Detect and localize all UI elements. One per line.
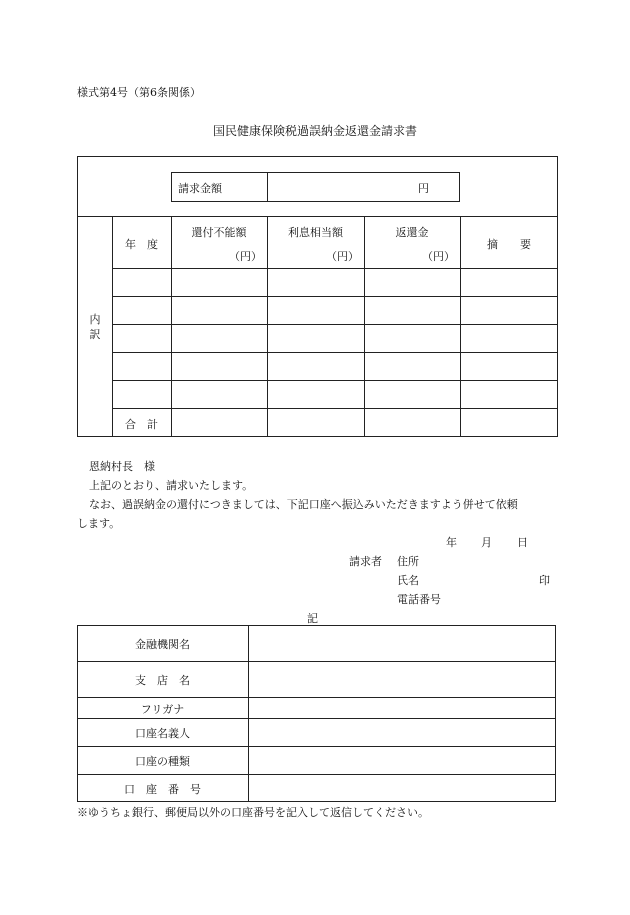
header-refund-impossible: 還付不能額 (191, 226, 247, 239)
header-unit: （円） (229, 250, 262, 263)
breakdown-label-1: 内 (89, 313, 101, 326)
seal-mark: 印 (539, 574, 550, 587)
claimant-label: 請求者 (349, 555, 382, 568)
account-type-label: 口座の種類 (135, 755, 190, 768)
bank-name-label: 金融機関名 (135, 638, 190, 651)
header-refund: 返還金 (395, 226, 429, 239)
form-number: 様式第4号（第6条関係） (77, 86, 201, 99)
address-label: 住所 (397, 555, 419, 568)
header-unit: （円） (326, 250, 359, 263)
letter-line-3: します。 (77, 517, 121, 530)
breakdown-label-2: 訳 (89, 328, 101, 341)
addressee: 恩納村長 様 (89, 460, 155, 473)
total-label: 合 計 (125, 418, 158, 431)
branch-name-label: 支 店 名 (135, 674, 190, 687)
date-year: 年 (446, 536, 457, 549)
date-day: 日 (517, 536, 528, 549)
date-month: 月 (481, 536, 492, 549)
header-interest: 利息相当額 (288, 226, 343, 239)
header-unit: （円） (422, 250, 455, 263)
account-number-label: 口 座 番 号 (124, 783, 201, 796)
claim-amount-label: 請求金額 (178, 182, 222, 195)
name-label: 氏名 (397, 574, 419, 587)
page-title: 国民健康保険税過誤納金返還金請求書 (212, 124, 417, 138)
account-holder-label: 口座名義人 (135, 727, 190, 740)
footnote: ※ゆうちょ銀行、郵便局以外の口座番号を記入して返信してください。 (77, 806, 429, 819)
claim-amount-unit: 円 (418, 182, 429, 195)
phone-label: 電話番号 (397, 593, 441, 606)
furigana-label: フリガナ (140, 703, 185, 716)
header-remarks: 摘 要 (487, 238, 531, 251)
ki-label: 記 (307, 612, 318, 625)
letter-line-2: なお、過誤納金の還付につきましては、下記口座へ振込みいただきますよう併せて依頼 (89, 498, 518, 511)
letter-line-1: 上記のとおり、請求いたします。 (89, 479, 254, 492)
claim-amount-field[interactable] (270, 174, 410, 200)
header-year: 年 度 (125, 238, 158, 251)
